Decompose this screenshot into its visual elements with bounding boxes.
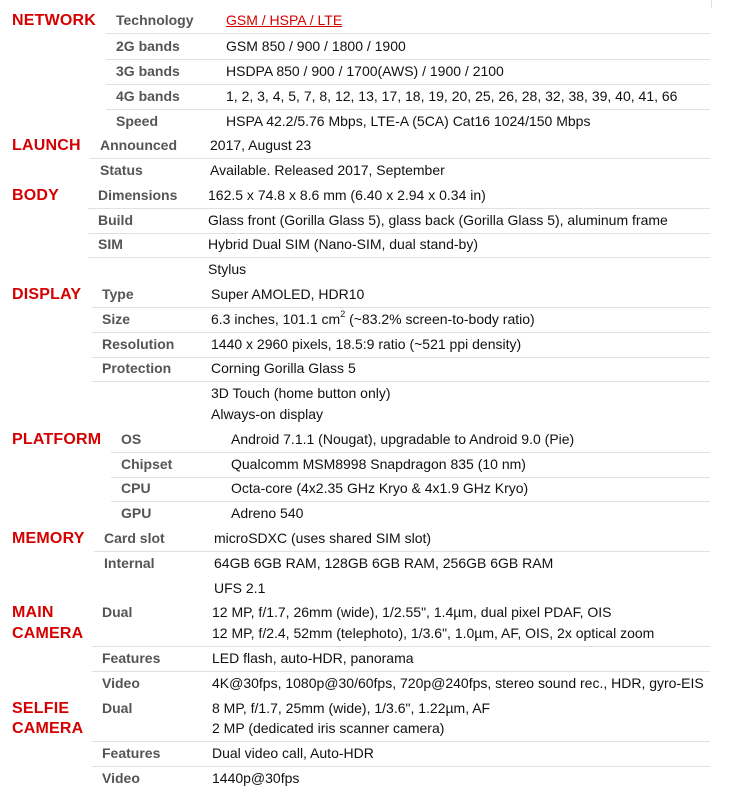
spec-value-chipset: Qualcomm MSM8998 Snapdragon 835 (10 nm) (231, 456, 526, 472)
spec-value-build: Glass front (Gorilla Glass 5), glass back (Gorilla Glass 5), aluminum frame (208, 212, 668, 228)
spec-label-speed: Speed (116, 113, 159, 129)
spec-label-dimensions: Dimensions (98, 187, 178, 203)
spec-value-main-features: LED flash, auto-HDR, panorama (212, 650, 414, 666)
spec-label-type: Type (102, 286, 134, 302)
spec-row-cpu (0, 478, 730, 502)
spec-value-resolution: 1440 x 2960 pixels, 18.5:9 ratio (~521 ppi density) (211, 336, 522, 352)
spec-row-technology (0, 10, 730, 34)
spec-row-selfie-features (0, 743, 730, 767)
spec-value-main-video: 4K@30fps, 1080p@30/60fps, 720p@240fps, stereo sound rec., HDR, gyro-EIS (212, 675, 704, 691)
technology-link[interactable]: GSM / HSPA / LTE (226, 12, 343, 28)
section-main-camera-line2: CAMERA (12, 625, 84, 642)
spec-label-status: Status (100, 162, 143, 178)
section-launch: LAUNCH (12, 137, 81, 154)
spec-row-2g-bands (0, 36, 730, 60)
spec-label-sim: SIM (98, 236, 123, 252)
size-text-sup: 2 (340, 309, 346, 320)
spec-value-os: Android 7.1.1 (Nougat), upgradable to Android 9.0 (Pie) (231, 431, 575, 447)
spec-label-chipset: Chipset (121, 456, 173, 472)
spec-value-status: Available. Released 2017, September (210, 162, 445, 178)
spec-label-protection: Protection (102, 360, 172, 376)
spec-label-selfie-video: Video (102, 770, 140, 786)
spec-label-build: Build (98, 212, 133, 228)
spec-value-main-dual-1: 12 MP, f/1.7, 26mm (wide), 1/2.55", 1.4µm, dual pixel PDAF, OIS (212, 604, 612, 620)
spec-value-selfie-dual-2: 2 MP (dedicated iris scanner camera) (212, 720, 445, 736)
spec-row-protection (0, 358, 730, 382)
spec-value-3d-touch: 3D Touch (home button only) (211, 385, 391, 401)
section-selfie-camera-line2: CAMERA (12, 720, 84, 737)
spec-value-card-slot: microSDXC (uses shared SIM slot) (214, 530, 432, 546)
spec-label-announced: Announced (100, 137, 177, 153)
spec-row-body-extra (0, 259, 730, 283)
spec-label-3g-bands: 3G bands (116, 63, 180, 79)
spec-value-announced: 2017, August 23 (210, 137, 312, 153)
spec-row-display-extra-2 (0, 404, 730, 428)
spec-label-main-features: Features (102, 650, 161, 666)
spec-value-sim: Hybrid Dual SIM (Nano-SIM, dual stand-by) (208, 236, 478, 252)
spec-row-announced (0, 135, 730, 159)
section-network: NETWORK (12, 12, 97, 29)
spec-row-size (0, 309, 730, 333)
spec-value-protection: Corning Gorilla Glass 5 (211, 360, 356, 376)
section-platform: PLATFORM (12, 431, 102, 448)
spec-row-memory-extra (0, 578, 730, 602)
spec-value-main-dual-2: 12 MP, f/2.4, 52mm (telephoto), 1/3.6", 1.0µm, AF, OIS, 2x optical zoom (212, 625, 655, 641)
spec-value-stylus: Stylus (208, 261, 247, 277)
spec-row-main-video (0, 673, 730, 697)
spec-label-card-slot: Card slot (104, 530, 165, 546)
spec-value-selfie-video: 1440p@30fps (212, 770, 300, 786)
spec-row-3g-bands (0, 61, 730, 85)
section-main-camera-line1: MAIN (12, 604, 54, 621)
spec-row-dimensions (0, 185, 730, 209)
section-selfie-camera-line1: SELFIE (12, 700, 70, 717)
spec-label-main-dual: Dual (102, 604, 133, 620)
spec-label-main-video: Video (102, 675, 140, 691)
spec-value-2g-bands: GSM 850 / 900 / 1800 / 1900 (226, 38, 406, 54)
spec-row-4g-bands (0, 86, 730, 110)
spec-row-resolution (0, 334, 730, 358)
spec-value-dimensions: 162.5 x 74.8 x 8.6 mm (6.40 x 2.94 x 0.34 in) (208, 187, 486, 203)
section-body: BODY (12, 187, 60, 204)
spec-label-2g-bands: 2G bands (116, 38, 180, 54)
spec-row-chipset (0, 454, 730, 478)
spec-row-main-dual-2 (0, 623, 730, 647)
spec-value-selfie-features: Dual video call, Auto-HDR (212, 745, 374, 761)
spec-label-cpu: CPU (121, 480, 151, 496)
spec-value-3g-bands: HSDPA 850 / 900 / 1700(AWS) / 1900 / 2100 (226, 63, 504, 79)
spec-value-size (211, 309, 535, 329)
spec-row-status (0, 160, 730, 184)
spec-value-4g-bands: 1, 2, 3, 4, 5, 7, 8, 12, 13, 17, 18, 19, 20, 25, 26, 28, 32, 38, 39, 40, 41, 66 (226, 88, 678, 104)
spec-label-os: OS (121, 431, 142, 447)
spec-row-os (0, 429, 730, 453)
spec-row-type (0, 284, 730, 308)
spec-value-gpu: Adreno 540 (231, 505, 304, 521)
spec-row-card-slot (0, 528, 730, 552)
spec-value-selfie-dual-1: 8 MP, f/1.7, 25mm (wide), 1/3.6", 1.22µm, AF (212, 700, 491, 716)
spec-value-cpu: Octa-core (4x2.35 GHz Kryo & 4x1.9 GHz Kryo) (231, 480, 529, 496)
spec-label-selfie-dual: Dual (102, 700, 133, 716)
spec-row-internal (0, 553, 730, 577)
spec-value-internal: 64GB 6GB RAM, 128GB 6GB RAM, 256GB 6GB RAM (214, 555, 554, 571)
spec-label-4g-bands: 4G bands (116, 88, 180, 104)
spec-value-always-on: Always-on display (211, 406, 324, 422)
spec-label-internal: Internal (104, 555, 155, 571)
spec-value-ufs: UFS 2.1 (214, 580, 266, 596)
section-memory: MEMORY (12, 530, 85, 547)
section-display: DISPLAY (12, 286, 82, 303)
spec-value-speed: HSPA 42.2/5.76 Mbps, LTE-A (5CA) Cat16 1024/150 Mbps (226, 113, 591, 129)
spec-value-type: Super AMOLED, HDR10 (211, 286, 365, 302)
spec-row-sim (0, 234, 730, 258)
spec-row-selfie-video (0, 768, 730, 792)
size-text-b: (~83.2% screen-to-body ratio) (345, 311, 535, 327)
spec-row-selfie-dual-2 (0, 718, 730, 742)
table-edge (711, 0, 712, 8)
spec-row-speed (0, 111, 730, 135)
spec-row-gpu (0, 503, 730, 527)
spec-label-size: Size (102, 311, 131, 327)
spec-label-selfie-features: Features (102, 745, 161, 761)
spec-label-gpu: GPU (121, 505, 152, 521)
spec-row-main-features (0, 648, 730, 672)
spec-label-resolution: Resolution (102, 336, 175, 352)
spec-label-technology: Technology (116, 12, 194, 28)
size-text-a: 6.3 inches, 101.1 cm (211, 311, 341, 327)
spec-row-build (0, 210, 730, 234)
